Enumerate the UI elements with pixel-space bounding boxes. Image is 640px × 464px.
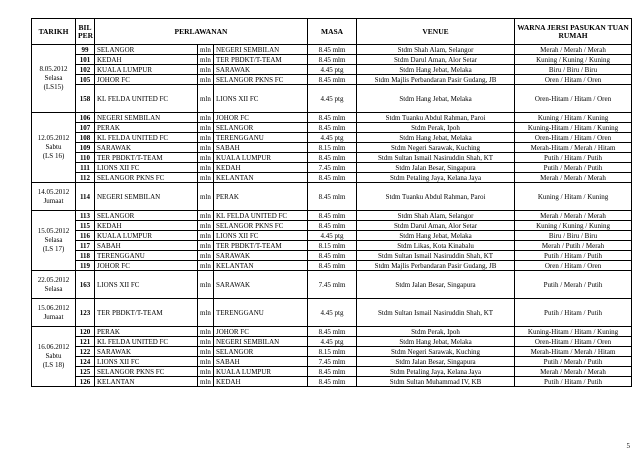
venue-cell: Stdm Shah Alam, Selangor [357, 211, 515, 221]
date-line: (LS 17) [42, 245, 65, 253]
table-row [32, 347, 632, 357]
jersey-cell: Oren-Hitam / Hitam / Oren [515, 337, 632, 347]
venue-cell: Stdm Negeri Sarawak, Kuching [357, 143, 515, 153]
table-row [32, 133, 632, 143]
away-team-cell: SARAWAK [214, 65, 308, 75]
bil-cell: 123 [76, 299, 95, 327]
jersey-cell: Kuning-Hitam / Hitam / Kuning [515, 327, 632, 337]
jersey-cell: Putih / Hitam / Putih [515, 299, 632, 327]
jersey-cell: Putih / Merah / Putih [515, 271, 632, 299]
vs-cell: mln [198, 251, 214, 261]
vs-cell: mln [198, 221, 214, 231]
bil-cell: 111 [76, 163, 95, 173]
jersey-cell: Merah / Putih / Merah [515, 241, 632, 251]
time-cell: 7.45 mlm [308, 357, 357, 367]
time-cell: 4.45 ptg [308, 65, 357, 75]
home-team-cell: NEGERI SEMBILAN [95, 113, 198, 123]
vs-cell: mln [198, 367, 214, 377]
jersey-cell: Putih / Hitam / Putih [515, 377, 632, 387]
table-row [32, 377, 632, 387]
header-perlawanan: PERLAWANAN [95, 19, 308, 45]
time-cell: 8.45 mlm [308, 211, 357, 221]
time-cell: 4.45 ptg [308, 85, 357, 113]
vs-cell: mln [198, 183, 214, 211]
bil-cell: 122 [76, 347, 95, 357]
header-tarikh: TARIKH [32, 19, 76, 45]
away-team-cell: KELANTAN [214, 261, 308, 271]
date-cell [32, 45, 76, 113]
away-team-cell: NEGERI SEMBILAN [214, 337, 308, 347]
vs-cell: mln [198, 337, 214, 347]
jersey-cell: Oren / Hitam / Oren [515, 75, 632, 85]
away-team-cell: PERAK [214, 183, 308, 211]
date-line: Sabtu [45, 352, 62, 360]
home-team-cell: LIONS XII FC [95, 271, 198, 299]
date-line: 14.05.2012 [37, 187, 70, 196]
date-line: (LS 16) [42, 152, 65, 160]
home-team-cell: KL FELDA UNITED FC [95, 133, 198, 143]
bil-cell: 99 [76, 45, 95, 55]
date-line: 12.05.2012 [37, 134, 70, 142]
bil-cell: 114 [76, 183, 95, 211]
home-team-cell: SELANGOR PKNS FC [95, 173, 198, 183]
bil-cell: 163 [76, 271, 95, 299]
away-team-cell: NEGERI SEMBILAN [214, 45, 308, 55]
bil-cell: 113 [76, 211, 95, 221]
jersey-cell: Putih / Merah / Putih [515, 163, 632, 173]
table-row [32, 153, 632, 163]
date-cell [32, 211, 76, 271]
table-row [32, 241, 632, 251]
table-row [32, 367, 632, 377]
home-team-cell: KUALA LUMPUR [95, 231, 198, 241]
home-team-cell: LIONS XII FC [95, 163, 198, 173]
away-team-cell: JOHOR FC [214, 327, 308, 337]
table-row [32, 65, 632, 75]
header-venue: VENUE [357, 19, 515, 45]
away-team-cell: LIONS XII FC [214, 85, 308, 113]
bil-cell: 101 [76, 55, 95, 65]
jersey-cell: Merah-Hitam / Merah / Hitam [515, 347, 632, 357]
away-team-cell: TER PBDKT/T-TEAM [214, 55, 308, 65]
venue-cell: Stdm Tuanku Abdul Rahman, Paroi [357, 113, 515, 123]
table-row [32, 163, 632, 173]
home-team-cell: PERAK [95, 123, 198, 133]
vs-cell: mln [198, 327, 214, 337]
date-cell [32, 183, 76, 211]
home-team-cell: LIONS XII FC [95, 357, 198, 367]
home-team-cell: NEGERI SEMBILAN [95, 183, 198, 211]
table-row [32, 183, 632, 211]
time-cell: 8.45 mlm [308, 173, 357, 183]
away-team-cell: SARAWAK [214, 251, 308, 261]
away-team-cell: TERENGGANU [214, 133, 308, 143]
table-row [32, 231, 632, 241]
jersey-cell: Putih / Hitam / Putih [515, 251, 632, 261]
away-team-cell: KEDAH [214, 163, 308, 173]
time-cell: 8.45 mlm [308, 221, 357, 231]
table-row [32, 261, 632, 271]
jersey-cell: Kuning / Hitam / Kuning [515, 183, 632, 211]
time-cell: 4.45 ptg [308, 299, 357, 327]
jersey-cell: Putih / Merah / Putih [515, 357, 632, 367]
table-row [32, 143, 632, 153]
time-cell: 7.45 mlm [308, 163, 357, 173]
time-cell: 8.15 mlm [308, 241, 357, 251]
date-cell [32, 327, 76, 387]
away-team-cell: KELANTAN [214, 173, 308, 183]
vs-cell: mln [198, 173, 214, 183]
time-cell: 8.45 mlm [308, 123, 357, 133]
header-masa: MASA [308, 19, 357, 45]
venue-cell: Stdm Sultan Ismail Nasiruddin Shah, KT [357, 153, 515, 163]
jersey-cell: Biru / Biru / Biru [515, 65, 632, 75]
venue-cell: Stdm Hang Jebat, Melaka [357, 65, 515, 75]
date-line: 8.05.2012 [39, 65, 68, 73]
away-team-cell: SABAH [214, 143, 308, 153]
jersey-cell: Merah / Merah / Merah [515, 211, 632, 221]
home-team-cell: TER PBDKT/T-TEAM [95, 299, 198, 327]
date-line: Jumaat [43, 312, 64, 321]
home-team-cell: SABAH [95, 241, 198, 251]
bil-cell: 158 [76, 85, 95, 113]
table-row [32, 221, 632, 231]
time-cell: 8.45 mlm [308, 251, 357, 261]
venue-cell: Stdm Tuanku Abdul Rahman, Paroi [357, 183, 515, 211]
bil-cell: 109 [76, 143, 95, 153]
date-line: Selasa [44, 74, 63, 82]
home-team-cell: SELANGOR [95, 45, 198, 55]
jersey-cell: Merah / Merah / Merah [515, 367, 632, 377]
date-line: 15.06.2012 [37, 303, 70, 312]
vs-cell: mln [198, 299, 214, 327]
away-team-cell: SABAH [214, 357, 308, 367]
vs-cell: mln [198, 65, 214, 75]
away-team-cell: SELANGOR [214, 123, 308, 133]
home-team-cell: KEDAH [95, 221, 198, 231]
vs-cell: mln [198, 241, 214, 251]
vs-cell: mln [198, 55, 214, 65]
table-row [32, 271, 632, 299]
home-team-cell: KL FELDA UNITED FC [95, 337, 198, 347]
bil-cell: 110 [76, 153, 95, 163]
date-line: 22.05.2012 [37, 275, 70, 284]
time-cell: 8.45 mlm [308, 153, 357, 163]
bil-cell: 108 [76, 133, 95, 143]
date-cell [32, 113, 76, 183]
time-cell: 8.45 mlm [308, 377, 357, 387]
home-team-cell: TER PBDKT/T-TEAM [95, 153, 198, 163]
venue-cell: Stdm Hang Jebat, Melaka [357, 231, 515, 241]
away-team-cell: TERENGGANU [214, 299, 308, 327]
date-line: 16.06.2012 [37, 343, 70, 351]
time-cell: 4.45 ptg [308, 133, 357, 143]
venue-cell: Stdm Darul Aman, Alor Setar [357, 55, 515, 65]
table-row [32, 55, 632, 65]
jersey-cell: Biru / Biru / Biru [515, 231, 632, 241]
home-team-cell: SARAWAK [95, 347, 198, 357]
time-cell: 8.45 mlm [308, 45, 357, 55]
bil-cell: 105 [76, 75, 95, 85]
jersey-cell: Oren-Hitam / Hitam / Oren [515, 85, 632, 113]
vs-cell: mln [198, 271, 214, 299]
date-line: (LS15) [43, 83, 64, 91]
date-line: 15.05.2012 [37, 227, 70, 235]
bil-cell: 124 [76, 357, 95, 367]
away-team-cell: LIONS XII FC [214, 231, 308, 241]
header-bil-per: BIL PER [76, 19, 95, 45]
vs-cell: mln [198, 153, 214, 163]
away-team-cell: SARAWAK [214, 271, 308, 299]
bil-cell: 107 [76, 123, 95, 133]
away-team-cell: KEDAH [214, 377, 308, 387]
home-team-cell: KL FELDA UNITED FC [95, 85, 198, 113]
away-team-cell: TER PBDKT/T-TEAM [214, 241, 308, 251]
venue-cell: Stdm Shah Alam, Selangor [357, 45, 515, 55]
venue-cell: Stdm Perak, Ipoh [357, 123, 515, 133]
bil-cell: 115 [76, 221, 95, 231]
jersey-cell: Merah / Merah / Merah [515, 45, 632, 55]
date-line: Jumaat [43, 196, 64, 205]
away-team-cell: SELANGOR PKNS FC [214, 221, 308, 231]
venue-cell: Stdm Majlis Perbandaran Pasir Gudang, JB [357, 75, 515, 85]
jersey-cell: Merah-Hitam / Merah / Hitam [515, 143, 632, 153]
venue-cell: Stdm Hang Jebat, Melaka [357, 85, 515, 113]
time-cell: 4.45 ptg [308, 337, 357, 347]
bil-cell: 126 [76, 377, 95, 387]
vs-cell: mln [198, 163, 214, 173]
bil-cell: 120 [76, 327, 95, 337]
date-line: Selasa [44, 284, 63, 293]
table-row [32, 211, 632, 221]
venue-cell: Stdm Sultan Ismail Nasiruddin Shah, KT [357, 251, 515, 261]
table-row [32, 113, 632, 123]
table-row [32, 45, 632, 55]
home-team-cell: KUALA LUMPUR [95, 65, 198, 75]
venue-cell: Stdm Jalan Besar, Singapura [357, 163, 515, 173]
table-row [32, 337, 632, 347]
venue-cell: Stdm Darul Aman, Alor Setar [357, 221, 515, 231]
date-line: Sabtu [45, 143, 62, 151]
date-cell [32, 299, 76, 327]
vs-cell: mln [198, 231, 214, 241]
bil-cell: 121 [76, 337, 95, 347]
bil-cell: 102 [76, 65, 95, 75]
table-row [32, 75, 632, 85]
away-team-cell: KUALA LUMPUR [214, 367, 308, 377]
away-team-cell: SELANGOR PKNS FC [214, 75, 308, 85]
venue-cell: Stdm Likas, Kota Kinabalu [357, 241, 515, 251]
time-cell: 8.45 mlm [308, 261, 357, 271]
bil-cell: 125 [76, 367, 95, 377]
away-team-cell: JOHOR FC [214, 113, 308, 123]
vs-cell: mln [198, 377, 214, 387]
table-row [32, 357, 632, 367]
home-team-cell: SELANGOR [95, 211, 198, 221]
header-warna-jersi: WARNA JERSI PASUKAN TUAN RUMAH [515, 19, 632, 45]
page-number: 5 [626, 442, 630, 450]
venue-cell: Stdm Jalan Besar, Singapura [357, 271, 515, 299]
home-team-cell: KELANTAN [95, 377, 198, 387]
jersey-cell: Kuning / Hitam / Kuning [515, 113, 632, 123]
table-row [32, 251, 632, 261]
fixture-body [32, 45, 632, 387]
time-cell: 8.45 mlm [308, 327, 357, 337]
vs-cell: mln [198, 113, 214, 123]
away-team-cell: KUALA LUMPUR [214, 153, 308, 163]
vs-cell: mln [198, 357, 214, 367]
header-row [32, 19, 632, 45]
bil-cell: 106 [76, 113, 95, 123]
venue-cell: Stdm Petaling Jaya, Kelana Jaya [357, 173, 515, 183]
time-cell: 8.45 mlm [308, 367, 357, 377]
jersey-cell: Kuning / Kuning / Kuning [515, 221, 632, 231]
away-team-cell: KL FELDA UNITED FC [214, 211, 308, 221]
home-team-cell: SELANGOR PKNS FC [95, 367, 198, 377]
jersey-cell: Oren-Hitam / Hitam / Oren [515, 133, 632, 143]
away-team-cell: SELANGOR [214, 347, 308, 357]
venue-cell: Stdm Hang Jebat, Melaka [357, 133, 515, 143]
vs-cell: mln [198, 85, 214, 113]
date-line: (LS 18) [42, 361, 65, 369]
jersey-cell: Kuning / Kuning / Kuning [515, 55, 632, 65]
time-cell: 8.45 mlm [308, 55, 357, 65]
venue-cell: Stdm Petaling Jaya, Kelana Jaya [357, 367, 515, 377]
bil-cell: 119 [76, 261, 95, 271]
venue-cell: Stdm Majlis Perbandaran Pasir Gudang, JB [357, 261, 515, 271]
time-cell: 8.45 mlm [308, 183, 357, 211]
vs-cell: mln [198, 211, 214, 221]
time-cell: 4.45 ptg [308, 231, 357, 241]
bil-cell: 117 [76, 241, 95, 251]
venue-cell: Stdm Perak, Ipoh [357, 327, 515, 337]
venue-cell: Stdm Jalan Besar, Singapura [357, 357, 515, 367]
home-team-cell: KEDAH [95, 55, 198, 65]
venue-cell: Stdm Hang Jebat, Melaka [357, 337, 515, 347]
vs-cell: mln [198, 143, 214, 153]
bil-cell: 118 [76, 251, 95, 261]
home-team-cell: PERAK [95, 327, 198, 337]
vs-cell: mln [198, 347, 214, 357]
table-row [32, 327, 632, 337]
home-team-cell: JOHOR FC [95, 261, 198, 271]
time-cell: 8.15 mlm [308, 347, 357, 357]
home-team-cell: SARAWAK [95, 143, 198, 153]
vs-cell: mln [198, 45, 214, 55]
fixture-table [31, 18, 632, 387]
home-team-cell: TERENGGANU [95, 251, 198, 261]
bil-cell: 116 [76, 231, 95, 241]
venue-cell: Stdm Sultan Ismail Nasiruddin Shah, KT [357, 299, 515, 327]
table-row [32, 173, 632, 183]
table-row [32, 299, 632, 327]
table-row [32, 123, 632, 133]
vs-cell: mln [198, 123, 214, 133]
vs-cell: mln [198, 133, 214, 143]
vs-cell: mln [198, 261, 214, 271]
time-cell: 7.45 mlm [308, 271, 357, 299]
vs-cell: mln [198, 75, 214, 85]
jersey-cell: Putih / Hitam / Putih [515, 153, 632, 163]
time-cell: 8.45 mlm [308, 113, 357, 123]
time-cell: 8.15 mlm [308, 143, 357, 153]
table-row [32, 85, 632, 113]
date-line: Selasa [44, 236, 63, 244]
jersey-cell: Kuning-Hitam / Hitam / Kuning [515, 123, 632, 133]
jersey-cell: Merah / Merah / Merah [515, 173, 632, 183]
home-team-cell: JOHOR FC [95, 75, 198, 85]
date-cell [32, 271, 76, 299]
venue-cell: Stdm Sultan Muhammad IV, KB [357, 377, 515, 387]
bil-cell: 112 [76, 173, 95, 183]
jersey-cell: Oren / Hitam / Oren [515, 261, 632, 271]
venue-cell: Stdm Negeri Sarawak, Kuching [357, 347, 515, 357]
time-cell: 8.45 mlm [308, 75, 357, 85]
